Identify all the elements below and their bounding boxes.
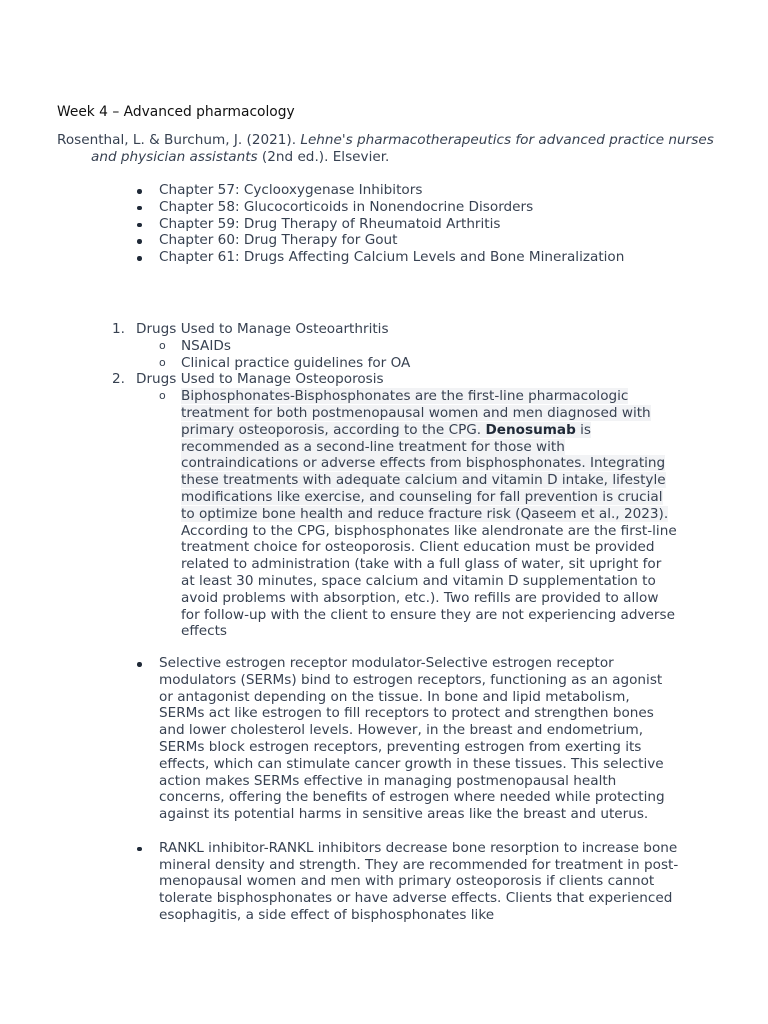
highlighted-text: Biphosphonates-Bisphosphonates are the first-line pharmacologic treatment for both postmenopausal women and men diagnosed with primary osteoporosis, according to the CPG. [181,388,651,438]
sub-item: o NSAIDs [181,338,692,355]
section-osteoarthritis [112,321,692,371]
chapter-list [159,182,624,266]
bold-term-denosumab: Denosumab [485,421,576,438]
chapter-item: Chapter 60: Drug Therapy for Gout [159,232,624,249]
bullet-item-rankl: RANKL inhibitor-RANKL inhibitors decrease bone resorption to increase bone mineral density and strength. They are recommended for treatment in post-menopausal women and men with primary osteoporosis if clients cannot tolerate bisphosphonates or have adverse effects. Clients that experienced esophagitis, a side effect of bisphosphonates like [159,839,679,923]
section-number: 2. [112,371,125,388]
reference-citation [57,132,731,166]
reference-edition: (2nd ed.). Elsevier. [257,148,390,165]
chapter-item: Chapter 59: Drug Therapy of Rheumatoid Arthritis [159,216,624,233]
numbered-list [112,321,692,640]
sub-item: o Clinical practice guidelines for OA [181,355,692,372]
chapter-item: Chapter 57: Cyclooxygenase Inhibitors [159,182,624,199]
section-osteoporosis [112,371,692,640]
reference-authors: Rosenthal, L. & Burchum, J. (2021). [57,132,301,148]
bullet-item-serm: Selective estrogen receptor modulator-Selective estrogen receptor modulators (SERMs) bind to estrogen receptors, functioning as an agonist or antagonist depending on the tissue. In bone and lipid metabolism, SERMs act like estrogen to fill receptors to protect and strengthen bones and lower cholesterol levels. However, in the breast and endometrium, SERMs block estrogen receptors, preventing estrogen from exerting its effects, which can stimulate cancer growth in these tissues. This selective action makes SERMs effective in managing postmenopausal health concerns, offering the benefits of estrogen where needed while protecting against its potential harms in sensitive areas like the breast and uterus. [159,655,679,823]
sub-list [136,338,692,372]
chapter-item: Chapter 61: Drugs Affecting Calcium Levels and Bone Mineralization [159,249,625,266]
sub-list [136,388,692,640]
paragraph-text: According to the CPG, bisphosphonates like alendronate are the first-line treatment choice for osteoporosis. Client education must be provided related to administration (take with a full glass of water, sit upright for at least 30 minutes, space calcium and vitamin D supplementation to avoid problems with absorption, etc.). Two refills are provided to allow for follow-up with the client to ensure they are not experiencing adverse effects [181,522,677,640]
sub-item-bisphosphonates [181,388,679,640]
highlighted-text: is recommended as a second-line treatment for those with contraindications or adverse effects from bisphosphonates. Integrating these treatments with adequate calcium and vitamin D intake, lifestyle modifications like exercise, and counseling for fall prevention is crucial to optimize bone health and reduce fracture risk (Qaseem et al., 2023). [181,421,669,522]
bullet-list [159,655,679,941]
section-title: Drugs Used to Manage Osteoarthritis [136,321,389,337]
document-title: Week 4 – Advanced pharmacology [57,104,295,120]
section-title: Drugs Used to Manage Osteoporosis [136,371,384,388]
reference-book-title: Lehne's pharmacotherapeutics for advanced practice nurses and physician assistants [91,132,714,165]
chapter-item: Chapter 58: Glucocorticoids in Nonendocrine Disorders [159,199,624,216]
section-number: 1. [112,321,125,337]
